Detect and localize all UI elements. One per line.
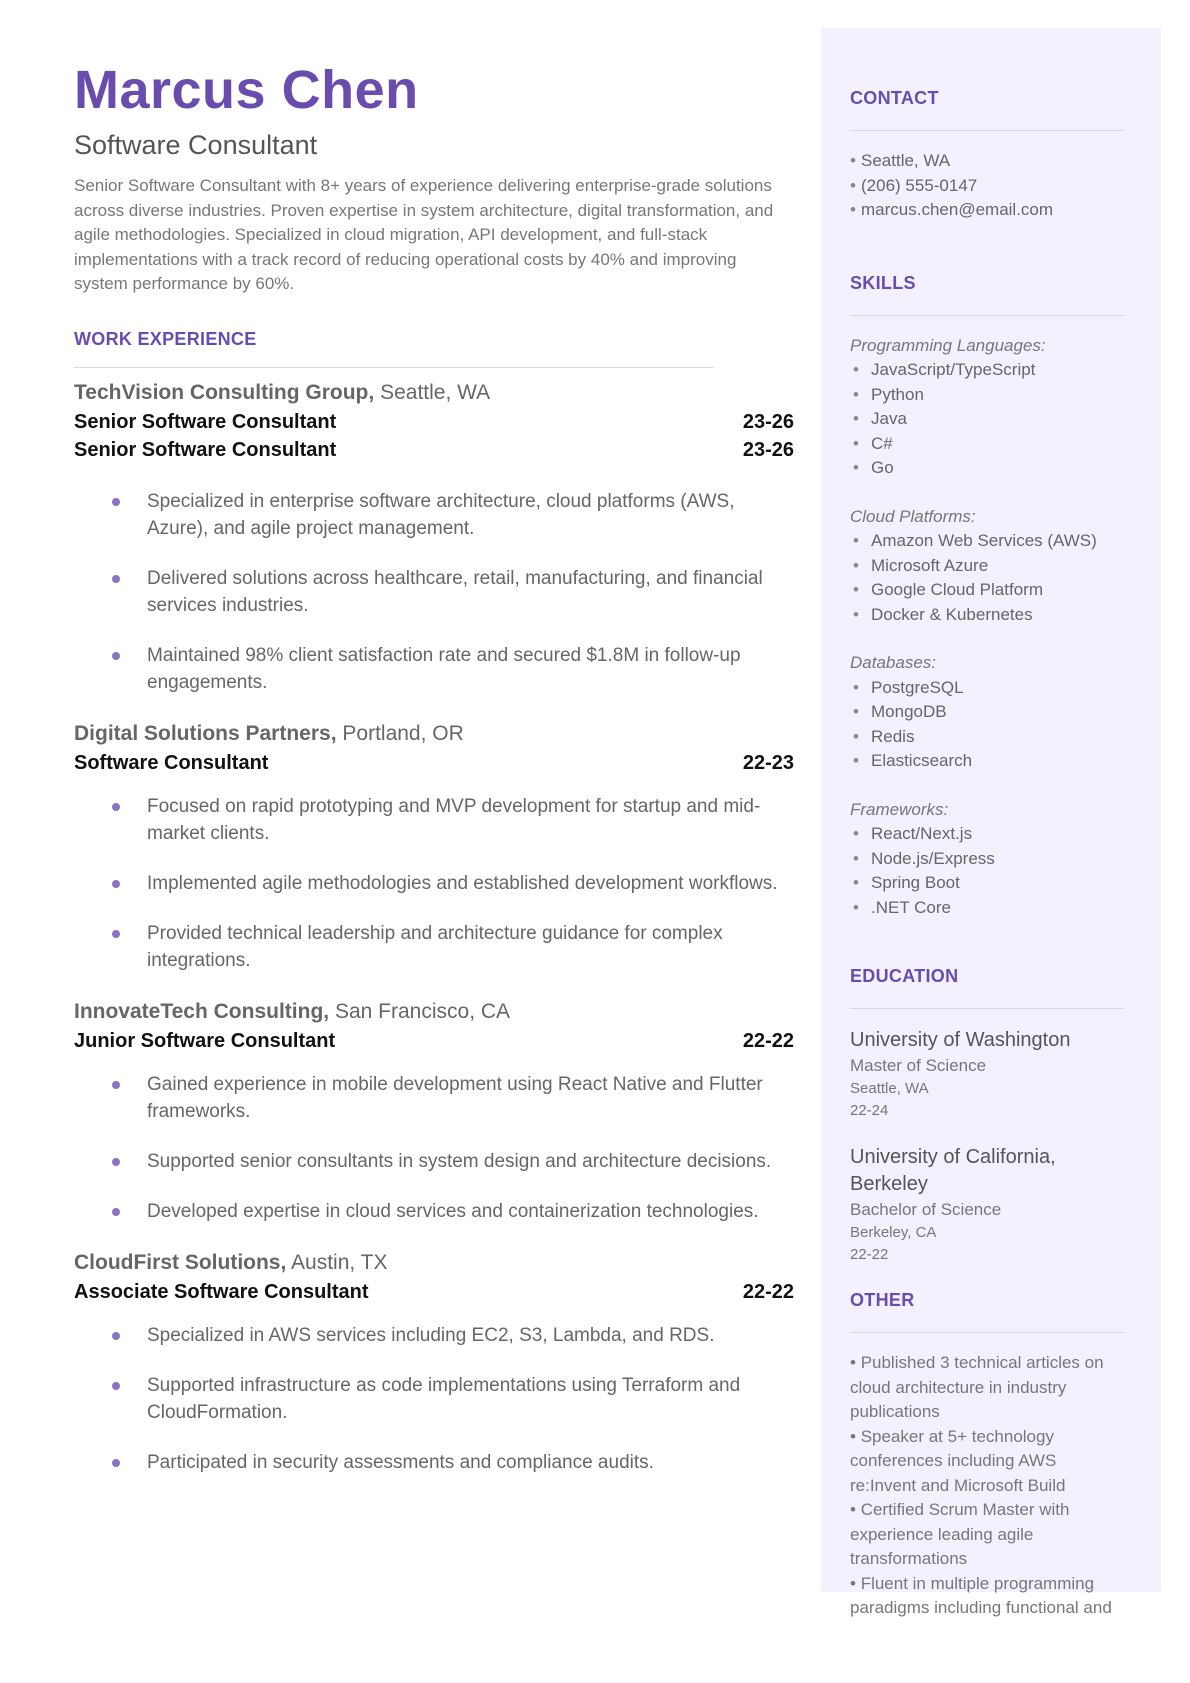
bullet-icon: • (850, 1353, 856, 1372)
skills-heading: SKILLS (850, 272, 916, 293)
company-location: Seattle, WA (380, 380, 491, 404)
role-dates: 22-22 (742, 1029, 794, 1052)
candidate-title: Software Consultant (74, 130, 318, 160)
skill-name: React/Next.js (871, 824, 973, 843)
bullet-dot-icon (112, 1208, 120, 1216)
other-text: Speaker at 5+ technology conferences including AWS re:Invent and Microsoft Build (850, 1426, 1066, 1495)
role-dates: 23-26 (742, 438, 794, 461)
job-bullets (74, 488, 794, 696)
section-divider (74, 367, 714, 368)
bullet-item (74, 1148, 794, 1175)
bullet-icon: • (850, 1500, 856, 1519)
bullet-icon: • (853, 360, 859, 379)
skill-item (850, 603, 1124, 628)
skill-item (850, 847, 1124, 872)
degree: Bachelor of Science (850, 1200, 1002, 1219)
bullet-dot-icon (112, 930, 120, 938)
skill-item (850, 749, 1124, 774)
skill-item (850, 676, 1124, 701)
bullet-icon: • (850, 200, 856, 219)
bullet-icon: • (853, 384, 859, 404)
education-entry (850, 1027, 1124, 1122)
skill-category: Cloud Platforms: (850, 506, 976, 526)
other-item (850, 1351, 1124, 1425)
skill-category: Databases: (850, 653, 936, 672)
skill-name: Go (871, 458, 894, 477)
education-dates: 22-24 (850, 1102, 889, 1119)
skill-name: C# (871, 433, 893, 453)
company-location: Austin, TX (291, 1250, 388, 1274)
job-entry (74, 1248, 794, 1476)
bullet-dot-icon (112, 880, 120, 888)
bullet-icon: • (853, 555, 859, 575)
education-heading: EDUCATION (850, 966, 959, 986)
role-title: Junior Software Consultant (74, 1029, 336, 1052)
bullet-item (74, 642, 794, 696)
company-name: TechVision Consulting Group, (74, 380, 375, 404)
bullet-text: Implemented agile methodologies and established development workflows. (147, 872, 778, 894)
bullet-icon: • (853, 580, 859, 599)
job-company-line (74, 1248, 794, 1278)
skill-name: Amazon Web Services (AWS) (871, 531, 1097, 550)
skill-group (850, 651, 1124, 774)
role-row (74, 749, 794, 777)
main-column (74, 58, 794, 1499)
skill-group (850, 798, 1124, 921)
job-entry (74, 378, 794, 696)
bullet-text: Gained experience in mobile development using React Native and Flutter frameworks. (147, 1073, 763, 1122)
role-dates: 22-23 (742, 751, 794, 774)
other-text: Certified Scrum Master with experience leading agile transformations (850, 1500, 1070, 1568)
job-bullets (74, 793, 794, 974)
job-entry (74, 719, 794, 974)
contact-value: (206) 555-0147 (861, 175, 978, 195)
bullet-icon: • (853, 604, 859, 624)
contact-value: marcus.chen@email.com (861, 200, 1054, 219)
bullet-text: Participated in security assessments and compliance audits. (147, 1451, 654, 1473)
skill-item (850, 896, 1124, 921)
bullet-text: Provided technical leadership and architecture guidance for complex integrations. (147, 922, 723, 971)
contact-heading: CONTACT (850, 88, 939, 108)
bullet-text: Supported infrastructure as code implementations using Terraform and CloudFormation. (147, 1374, 741, 1423)
bullet-icon: • (850, 1426, 856, 1446)
company-name: Digital Solutions Partners, (74, 721, 337, 745)
education-entry (850, 1144, 1124, 1266)
company-location: San Francisco, CA (334, 999, 511, 1023)
bullet-item (74, 1449, 794, 1476)
skill-list (850, 529, 1124, 627)
other-heading: OTHER (850, 1290, 915, 1310)
professional-summary: Senior Software Consultant with 8+ years of experience delivering enterprise-grade solutions across diverse industries. Proven expertise in system architecture, digital transformation, and agile methodologies. Specialized in cloud migration, API development, and full-stack implementations with a track record of reducing operational costs by 40% and improving system performance by 60%. (74, 176, 774, 293)
bullet-dot-icon (112, 575, 120, 583)
bullet-icon: • (853, 848, 859, 868)
bullet-text: Supported senior consultants in system design and architecture decisions. (147, 1150, 772, 1172)
bullet-item (74, 1198, 794, 1225)
bullet-icon: • (853, 897, 859, 917)
education-list (850, 1027, 1124, 1266)
bullet-text: Specialized in enterprise software architecture, cloud platforms (AWS, Azure), and agile project management. (147, 490, 735, 539)
job-entry (74, 997, 794, 1225)
bullet-icon: • (853, 433, 859, 453)
skill-item (850, 578, 1124, 603)
other-item (850, 1498, 1124, 1572)
bullet-text: Specialized in AWS services including EC2, S3, Lambda, and RDS. (147, 1324, 715, 1346)
skill-name: MongoDB (871, 702, 947, 721)
skill-item (850, 871, 1124, 896)
section-divider (850, 315, 1124, 316)
bullet-item (74, 1372, 794, 1426)
role-title: Senior Software Consultant (74, 410, 337, 433)
school-location: Seattle, WA (850, 1080, 929, 1097)
bullet-item (74, 1322, 794, 1349)
bullet-icon: • (850, 175, 856, 195)
bullet-item (74, 488, 794, 542)
bullet-item (74, 870, 794, 897)
contact-list (850, 149, 1124, 223)
skill-item (850, 407, 1124, 432)
bullet-icon: • (853, 702, 859, 721)
skill-item (850, 383, 1124, 408)
bullet-dot-icon (112, 652, 120, 660)
skill-list (850, 822, 1124, 920)
company-location: Portland, OR (342, 721, 464, 745)
bullet-text: Focused on rapid prototyping and MVP development for startup and mid-market clients. (147, 795, 761, 844)
work-experience-heading: WORK EXPERIENCE (74, 328, 257, 349)
role-title: Senior Software Consultant (74, 438, 337, 461)
bullet-dot-icon (112, 1332, 120, 1340)
section-divider (850, 1008, 1124, 1009)
bullet-icon: • (853, 726, 859, 746)
skill-item (850, 554, 1124, 579)
skill-name: PostgreSQL (871, 677, 964, 697)
role-row (74, 408, 794, 436)
skill-item (850, 456, 1124, 481)
degree: Master of Science (850, 1056, 987, 1075)
bullet-icon: • (853, 873, 859, 892)
skill-name: Python (871, 384, 924, 404)
bullet-item (74, 1071, 794, 1125)
other-list (850, 1351, 1124, 1621)
bullet-icon: • (853, 751, 859, 770)
bullet-item (74, 565, 794, 619)
skill-list (850, 358, 1124, 481)
bullet-icon: • (853, 531, 859, 550)
role-dates: 22-22 (742, 1280, 794, 1303)
role-row (74, 1278, 794, 1306)
skill-item (850, 822, 1124, 847)
skill-group (850, 334, 1124, 481)
other-text: Published 3 technical articles on cloud architecture in industry publications (850, 1353, 1104, 1421)
bullet-text: Maintained 98% client satisfaction rate and secured $1.8M in follow-up engagements. (147, 644, 741, 693)
contact-item (850, 149, 1124, 174)
contact-item (850, 174, 1124, 199)
bullet-dot-icon (112, 1158, 120, 1166)
skill-name: Node.js/Express (871, 848, 995, 868)
skill-name: Docker & Kubernetes (871, 604, 1033, 624)
skill-item (850, 432, 1124, 457)
contact-item (850, 198, 1124, 223)
sidebar (821, 28, 1161, 1617)
role-dates: 23-26 (742, 410, 794, 433)
job-company-line (74, 719, 794, 749)
company-name: InnovateTech Consulting, (74, 999, 330, 1023)
school-name: University of California, Berkeley (850, 1146, 1056, 1195)
bullet-item (74, 920, 794, 974)
job-list (74, 378, 794, 1476)
skill-name: Redis (871, 726, 915, 746)
bullet-dot-icon (112, 1382, 120, 1390)
bullet-dot-icon (112, 1081, 120, 1089)
candidate-name: Marcus Chen (74, 60, 419, 120)
skill-name: Elasticsearch (871, 751, 973, 770)
skill-category: Programming Languages: (850, 335, 1046, 355)
job-bullets (74, 1071, 794, 1225)
job-bullets (74, 1322, 794, 1476)
bullet-dot-icon (112, 498, 120, 506)
skill-name: Google Cloud Platform (871, 580, 1043, 599)
other-item (850, 1572, 1124, 1621)
bullet-text: Developed expertise in cloud services and containerization technologies. (147, 1200, 759, 1222)
skill-name: .NET Core (871, 897, 951, 917)
bullet-dot-icon (112, 1459, 120, 1467)
education-dates: 22-22 (850, 1246, 889, 1263)
bullet-item (74, 793, 794, 847)
section-divider (850, 1332, 1124, 1333)
skill-name: Spring Boot (871, 873, 960, 892)
skill-name: JavaScript/TypeScript (871, 360, 1036, 379)
school-location: Berkeley, CA (850, 1224, 937, 1241)
job-company-line (74, 378, 794, 408)
bullet-icon: • (853, 409, 859, 428)
school-name: University of Washington (850, 1029, 1071, 1051)
bullet-icon: • (850, 1573, 856, 1593)
role-row (74, 1027, 794, 1055)
job-company-line (74, 997, 794, 1027)
other-item (850, 1425, 1124, 1499)
role-title: Software Consultant (74, 751, 269, 774)
bullet-icon: • (853, 677, 859, 697)
skills-groups (850, 334, 1124, 921)
section-divider (850, 130, 1124, 131)
skill-category: Frameworks: (850, 799, 949, 819)
company-name: CloudFirst Solutions, (74, 1250, 287, 1274)
role-row (74, 436, 794, 464)
role-title: Associate Software Consultant (74, 1280, 369, 1303)
skill-list (850, 676, 1124, 774)
bullet-icon: • (853, 824, 859, 843)
contact-value: Seattle, WA (861, 151, 951, 170)
other-text: Fluent in multiple programming paradigms including functional and (850, 1573, 1112, 1617)
bullet-dot-icon (112, 803, 120, 811)
bullet-icon: • (853, 458, 859, 477)
skill-name: Java (871, 409, 907, 428)
bullet-icon: • (850, 151, 856, 170)
skill-item (850, 700, 1124, 725)
skill-item (850, 358, 1124, 383)
skill-item (850, 725, 1124, 750)
skill-name: Microsoft Azure (871, 555, 989, 575)
skill-group (850, 505, 1124, 628)
bullet-text: Delivered solutions across healthcare, retail, manufacturing, and financial services industries. (147, 567, 763, 616)
skill-item (850, 529, 1124, 554)
